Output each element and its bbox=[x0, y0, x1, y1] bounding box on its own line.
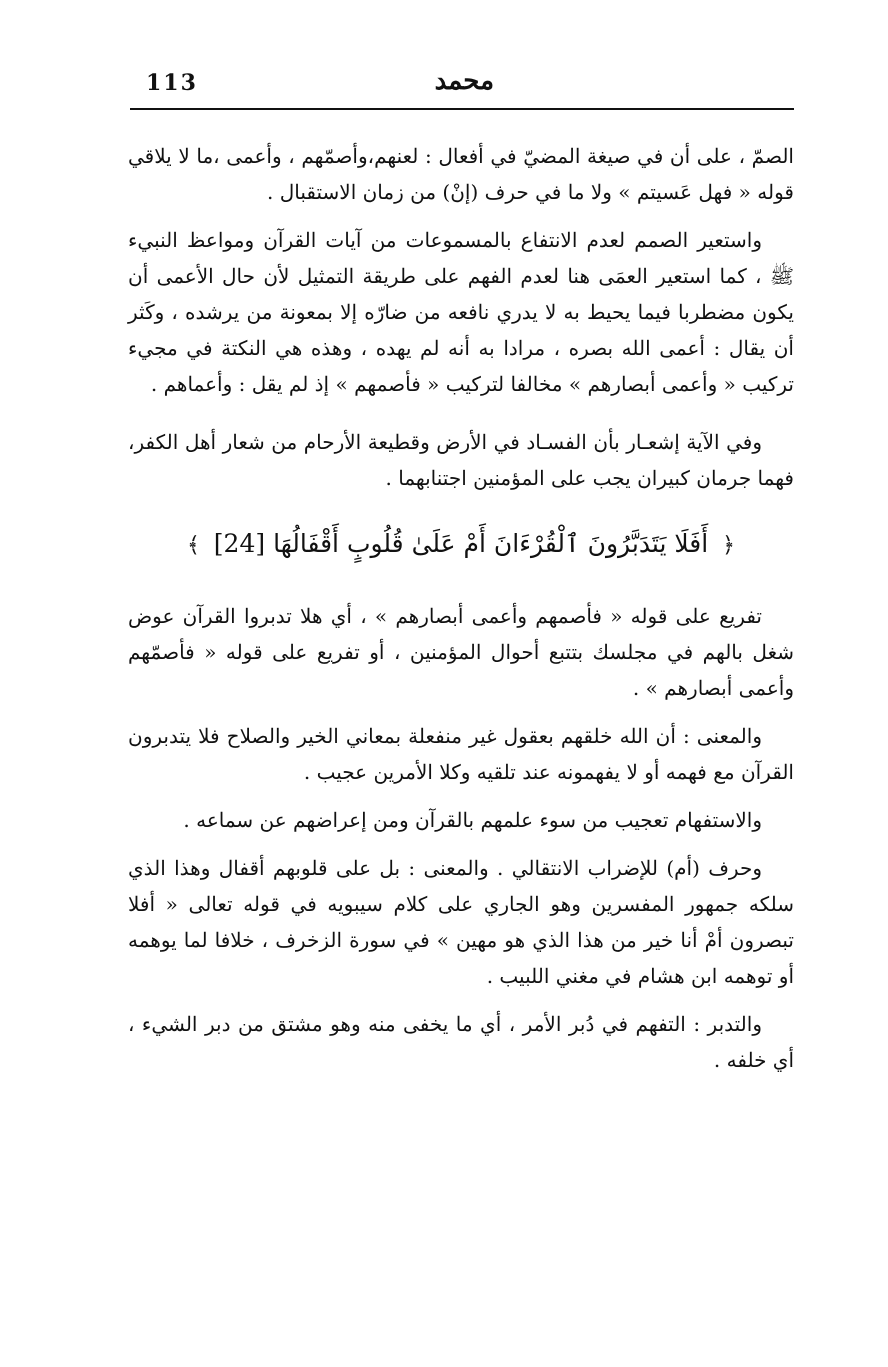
page-number: 113 bbox=[146, 70, 198, 96]
paragraph-5: والمعنى : أن الله خلقهم بعقول غير منفعلة بمعاني الخير والصلاح فلا يتدبرون القرآن مع فهمه أو لا يفهمونه عند تلقيه وكلا الأمرين عجيب . bbox=[128, 724, 794, 784]
paragraph-4: تفريع على قوله « فأصمهم وأعمى أبصارهم » ، أي هلا تدبروا القرآن عوض شغل بالهم في مجلسك بتتبع أحوال المؤمنين ، أو تفريع على قوله « فأصمّهم وأعمى أبصارهم » . bbox=[128, 604, 794, 700]
paragraph-2: واستعير الصمم لعدم الانتفاع بالمسموعات من آيات القرآن ومواعظ النبيء ﷺ ، كما استعير العمَى هنا لعدم الفهم على طريقة التمثيل لأن حال الأعمى أن يكون مضطربا فيما يحيط به لا يدري نافعه من ضارّه إلا بمعونة من يرشده ، وكَثر أن يقال : أعمى الله بصره ، مرادا به أنه لم يهده ، وهذه هي النكتة في مجيء تركيب « وأعمى أبصارهم » مخالفا لتركيب « فأصمهم » إذ لم يقل : وأعماهم . bbox=[128, 228, 794, 396]
header-rule bbox=[130, 108, 794, 110]
page-body bbox=[128, 138, 794, 1090]
paragraph-1: الصمّ ، على أن في صيغة المضيّ في أفعال : لعنهم،وأصمّهم ، وأعمى ،ما لا يلاقي قوله « فهل عَسيتم » ولا ما في حرف (إنْ) من زمان الاستقبال . bbox=[128, 144, 794, 204]
paragraph-8: والتدبر : التفهم في دُبر الأمر ، أي ما يخفى منه وهو مشتق من دبر الشيء ، أي خلفه . bbox=[128, 1012, 794, 1072]
verse-text: أَفَلَا يَتَدَبَّرُونَ ٱلْقُرْءَانَ أَمْ عَلَىٰ قُلُوبٍ أَقْفَالُهَا bbox=[273, 529, 709, 558]
verse-close-bracket: ﴾ bbox=[186, 533, 200, 558]
paragraph-7: وحرف (أم) للإضراب الانتقالي . والمعنى : بل على قلوبهم أقفال وهذا الذي سلكه جمهور المفسرين وهو الجاري على كلام سيبويه في قوله تعالى « أفلا تبصرون أمْ أنا خير من هذا الذي هو مهين » في سورة الزخرف ، خلافا لما يوهمه أو توهمه ابن هشام في مغني اللبيب . bbox=[128, 856, 794, 988]
verse-number: [24] bbox=[213, 529, 266, 558]
paragraph-6: والاستفهام تعجيب من سوء علمهم بالقرآن ومن إعراضهم عن سماعه . bbox=[183, 808, 762, 832]
quran-verse bbox=[128, 524, 794, 566]
paragraph-3: وفي الآية إشعـار بأن الفسـاد في الأرض وقطيعة الأرحام من شعار أهل الكفر، فهما جرمان كبيران يجب على المؤمنين اجتنابهما . bbox=[128, 430, 794, 490]
verse-open-bracket: ﴿ bbox=[722, 533, 736, 558]
page-header bbox=[132, 62, 794, 106]
running-title: محمد bbox=[434, 66, 494, 96]
